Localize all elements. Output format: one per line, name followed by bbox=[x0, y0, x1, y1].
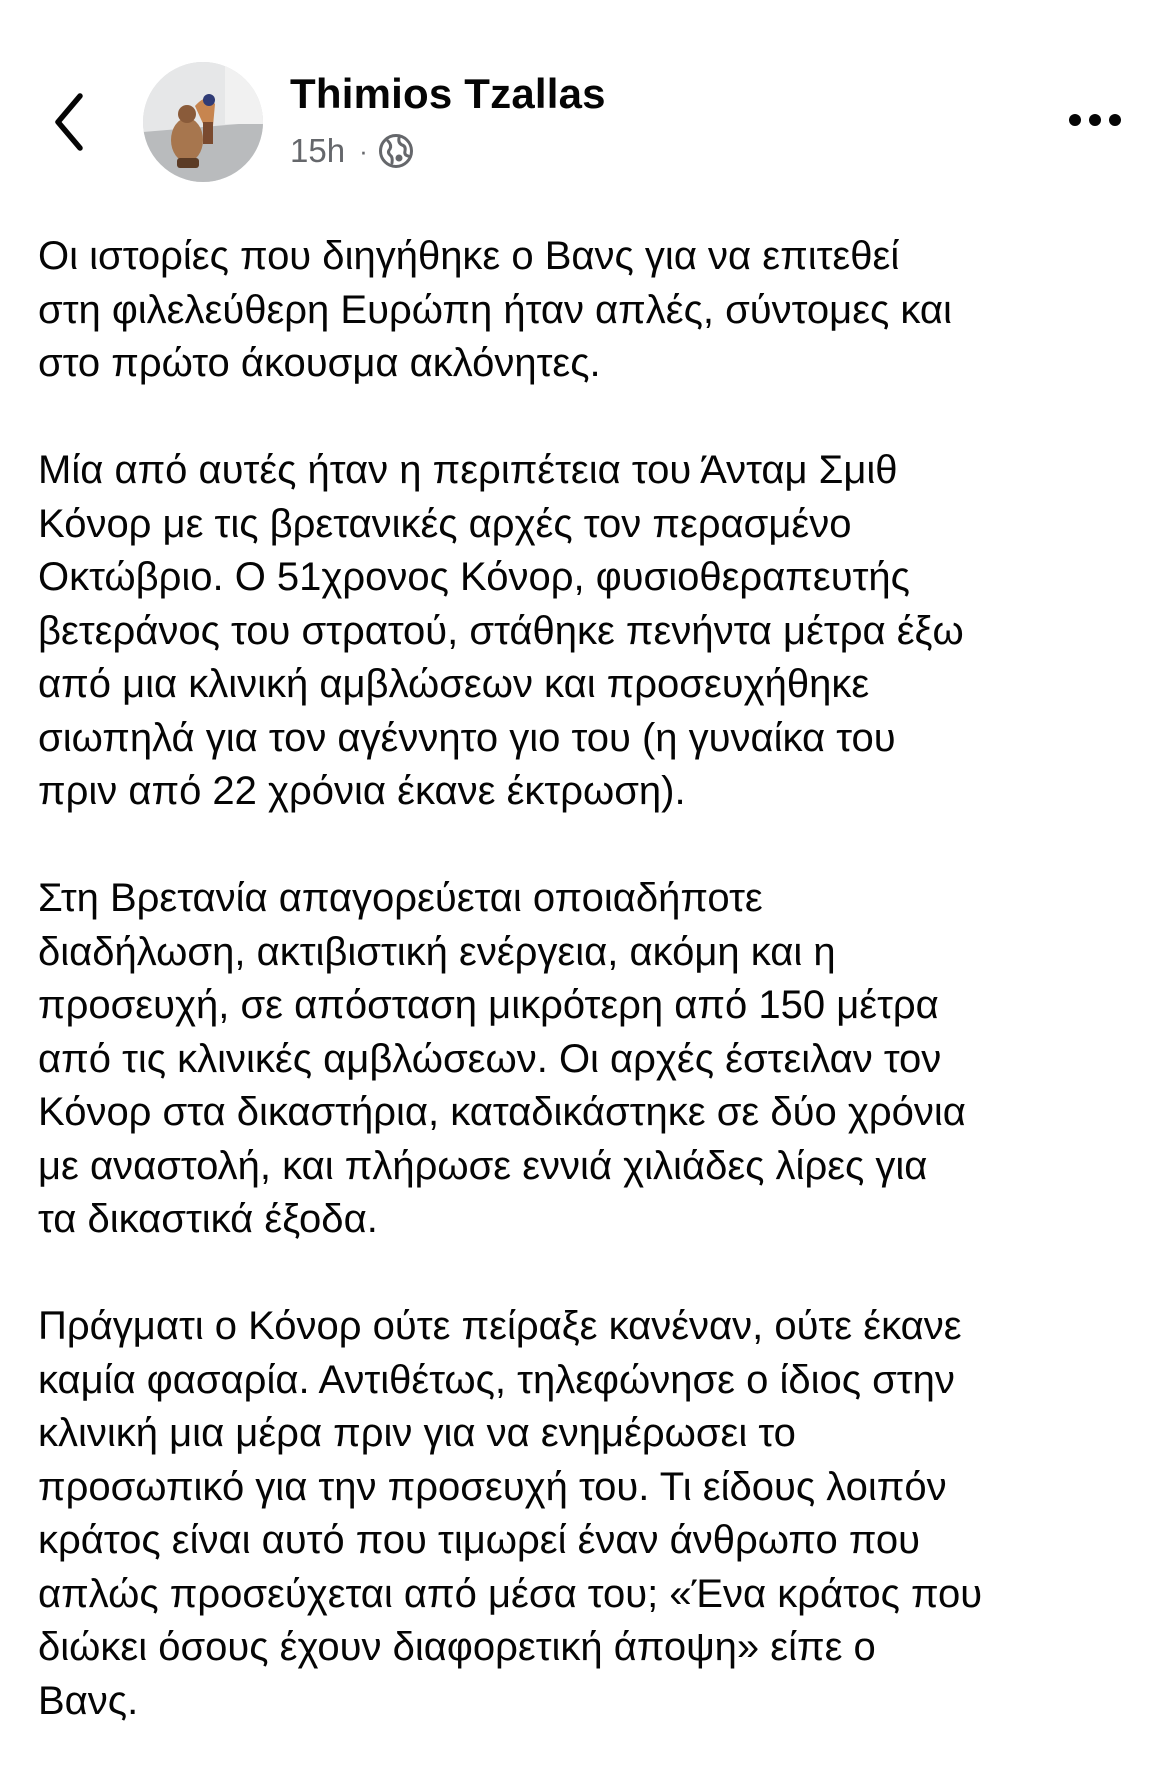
post-paragraph: Μία από αυτές ήταν η περιπέτεια του Άνταμ Σμιθ Κόνορ με τις βρετανικές αρχές τον περασμένο Οκτώβριο. Ο 51χρονος Κόνορ, φυσιοθεραπευτής βετεράνος του στρατού, στάθηκε πενήντα μέτρα έξω από μια κλινική αμβλώσεων και προσευχήθηκε σιωπηλά για τον αγέννητο γιο του (η γυναίκα του πριν από 22 χρόνια έκανε έκτρωση). bbox=[38, 448, 964, 813]
chevron-left-icon bbox=[52, 92, 86, 152]
more-horizontal-icon-dot bbox=[1089, 114, 1101, 126]
post-paragraph: Στη Βρετανία απαγορεύεται οποιαδήποτε διαδήλωση, ακτιβιστική ενέργεια, ακόμη και η προσευχή, σε απόσταση μικρότερη από 150 μέτρα από τις κλινικές αμβλώσεων. Οι αρχές έστειλαν τον Κόνορ στα δικαστήρια, καταδικάστηκε σε δύο χρόνια με αναστολή, και πλήρωσε εννιά χιλιάδες λίρες για τα δικαστικά έξοδα. bbox=[38, 876, 966, 1241]
author-name[interactable]: Thimios Tzallas bbox=[290, 70, 606, 117]
post-paragraph: Οι ιστορίες που διηγήθηκε ο Βανς για να επιτεθεί στη φιλελεύθερη Ευρώπη ήταν απλές, σύντομες και στο πρώτο άκουσμα ακλόνητες. bbox=[38, 234, 952, 385]
avatar[interactable] bbox=[143, 62, 263, 182]
more-horizontal-icon-dot bbox=[1109, 114, 1121, 126]
post-header bbox=[0, 0, 1170, 200]
back-button[interactable] bbox=[44, 82, 94, 162]
meta-separator: · bbox=[359, 136, 368, 166]
post-meta bbox=[290, 130, 414, 172]
more-options-button[interactable] bbox=[1060, 100, 1130, 140]
post-paragraph: Πράγματι ο Κόνορ ούτε πείραξε κανέναν, ούτε έκανε καμία φασαρία. Αντιθέτως, τηλεφώνησε ο ίδιος στην κλινική μια μέρα πριν για να ενημέρωσει το προσωπικό για την προσευχή του. Τι είδους λοιπόν κράτος είναι αυτό που τιμωρεί έναν άνθρωπο που απλώς προσεύχεται από μέσα του; «Ένα κράτος που διώκει όσους έχουν διαφορετική άποψη» είπε ο Βανς. bbox=[38, 1304, 983, 1723]
post-text bbox=[38, 230, 1148, 1728]
avatar-image bbox=[143, 62, 263, 182]
more-horizontal-icon bbox=[1069, 114, 1081, 126]
globe-icon[interactable] bbox=[378, 133, 414, 169]
post-timestamp[interactable]: 15h bbox=[290, 132, 346, 169]
